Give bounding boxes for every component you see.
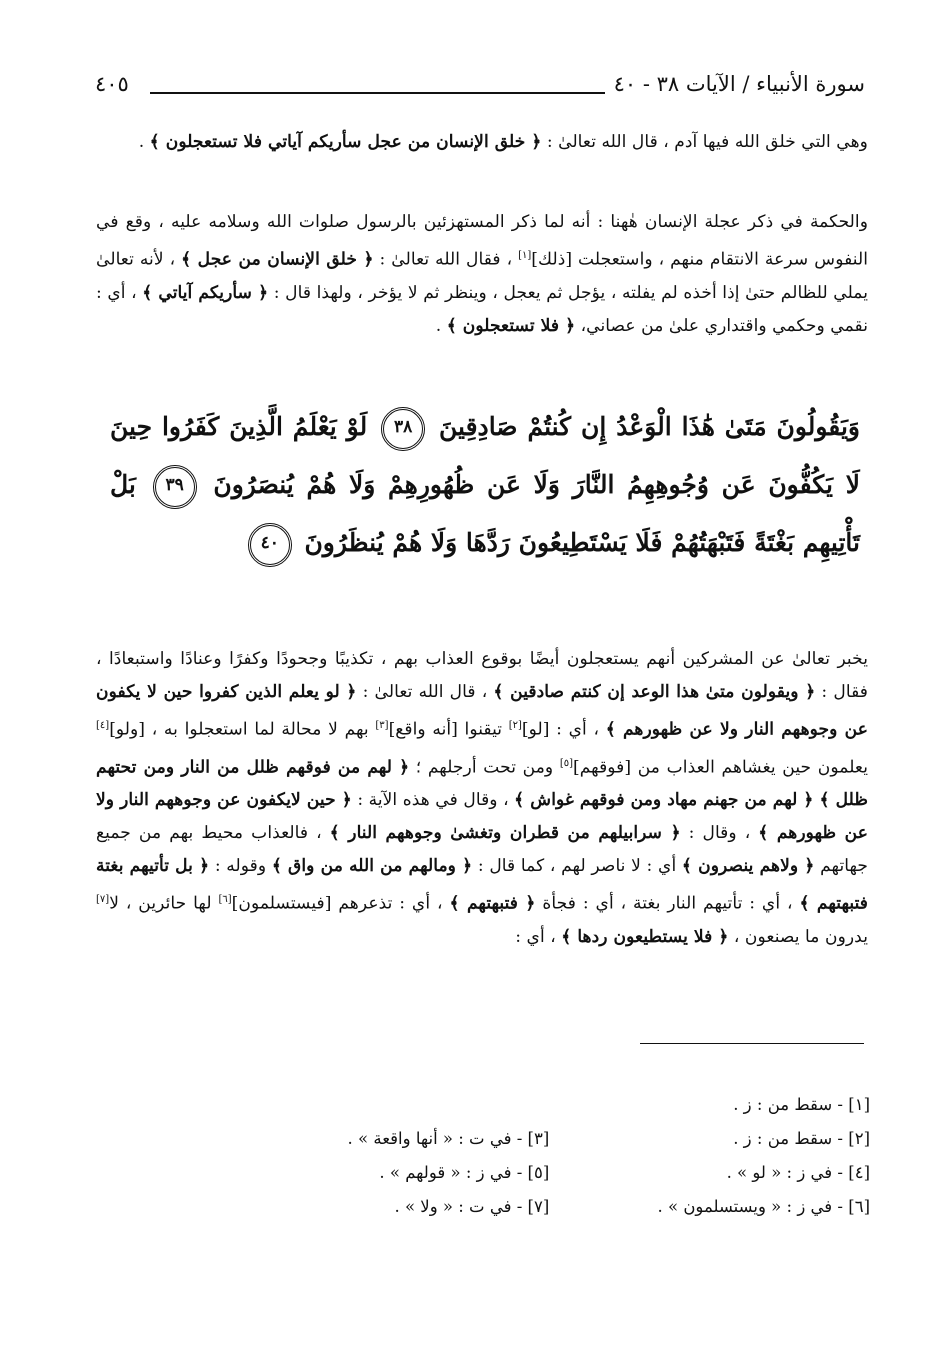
text-run: ، أي : — [515, 927, 562, 948]
text-run: ، وقال في هذه الآية : — [351, 790, 515, 811]
text-run: ، أي : تأتيهم النار بغتة ، أي : فجأة — [535, 894, 800, 915]
quran-citation: ﴿ حين لايكفون عن وجوههم النار ولا عن ظهورهم ﴾ — [96, 790, 868, 844]
paragraph-commentary — [96, 643, 868, 954]
footnote-row — [180, 1156, 870, 1190]
page-header — [95, 72, 865, 106]
quran-citation: ﴿ بل تأتيهم بغتة فتبهتهم ﴾ — [96, 856, 868, 915]
text-run: ، فقال الله تعالىٰ : — [373, 249, 519, 270]
quran-citation: ﴿ فلا تستعجلون ﴾ — [446, 315, 576, 336]
footnote-ref[interactable]: [٦] — [218, 894, 232, 906]
quran-citation: ﴿ سأريكم آياتي ﴾ — [142, 282, 269, 303]
header-rule — [150, 92, 605, 94]
text-run: ، قال الله تعالىٰ : — [356, 682, 494, 702]
footnote-ref[interactable]: [٧] — [96, 894, 110, 906]
text-run: والحكمة في ذكر عجلة الإنسان هٰهنا : أنه لما ذكر المستهزئين بالرسول صلوات الله وسلامه عليه ، وقع في النفوس سرعة الانتقام منهم ، واستعجلت [ذلك] — [96, 212, 868, 270]
text-run: ، فالعذاب محيط بهم من جميع جهاتهم — [96, 823, 869, 877]
text-run: وقوله : — [209, 856, 272, 877]
footnote-ref[interactable]: [٥] — [559, 757, 574, 769]
verse-number-marker: ٣٩ — [153, 465, 197, 509]
verse-39-text: لَوْ يَعْلَمُ الَّذِينَ كَفَرُوا حِينَ لَا يَكُفُّونَ عَن وُجُوهِهِمُ النَّارَ وَلَا عَن ظُهُورِهِمْ وَلَا هُمْ يُنصَرُونَ — [110, 412, 860, 499]
running-title: سورة الأنبياء / الآيات ٣٨ - ٤٠ — [613, 72, 865, 96]
quran-citation: ﴿ فتبهتهم ﴾ — [449, 894, 536, 915]
text-run: ، وقال : — [680, 823, 759, 844]
text-run: يخبر تعالىٰ عن المشركين أنهم يستعجلون أيضًا بوقوع العذاب بهم ، تكذيبًا وجحودًا وكفرًا وعنادًا واستبعادًا ، فقال : — [96, 649, 868, 702]
quran-citation: ﴿ ومالهم من الله من واق ﴾ — [271, 856, 473, 877]
text-run: بهم لا محالة لما استعجلوا به ، [ولو] — [109, 719, 376, 740]
text-run: أي : لا ناصر لهم ، كما قال : — [472, 856, 682, 877]
footnote-row — [180, 1088, 870, 1122]
footnotes — [180, 1088, 870, 1224]
verse-number-marker: ٤٠ — [248, 523, 292, 567]
footnote-ref[interactable]: [٤] — [96, 720, 110, 731]
text-run: ، أي : تذعرهم [فيستسلمون] — [231, 894, 450, 915]
footnote: [٦] - في ز : « ويستسلمون » . — [657, 1197, 870, 1216]
text-run: ومن تحت أرجلهم ؛ — [409, 757, 560, 778]
footnote-row — [180, 1190, 870, 1224]
quran-citation: ﴿ فلا يستطيعون ردها ﴾ — [561, 927, 729, 948]
text-run: يدرون ما يصنعون ، — [728, 927, 868, 948]
text-run: ، أي : نقمي وحكمي واقتداري علىٰ من عصاني، — [96, 282, 868, 336]
footnote: [٣] - في ت : « أنها واقعة » . — [347, 1129, 550, 1148]
quran-citation: ﴿ لو يعلم الذين كفروا حين لا يكفون عن وجوههم النار ولا عن ظهورهم ﴾ — [96, 682, 868, 740]
verse-38-text: وَيَقُولُونَ مَتَىٰ هَٰذَا الْوَعْدُ إِن كُنتُمْ صَادِقِينَ — [439, 412, 860, 441]
text-run: تيقنوا [أنه واقع] — [388, 719, 509, 740]
text-run: لها حائرين ، لا — [109, 894, 219, 915]
text-run: يعلمون حين يغشاهم العذاب من [فوقهم] — [573, 757, 869, 778]
footnote: [٥] - في ز : « قولهم » . — [379, 1163, 550, 1182]
text-run: . — [138, 132, 150, 152]
footnote — [180, 1088, 549, 1122]
footnote: [٤] - في ز : « لو » . — [726, 1163, 870, 1182]
quran-citation: ﴿ خلق الإنسان من عجل سأريكم آياتي فلا تستعجلون ﴾ — [149, 132, 542, 152]
paragraph-1 — [96, 126, 868, 159]
footnote-separator — [640, 1043, 864, 1044]
text-run: ، أي : [لو] — [521, 719, 606, 740]
verse-40-text: بَلْ تَأْتِيهِم بَغْتَةً فَتَبْهَتُهُمْ فَلَا يَسْتَطِيعُونَ رَدَّهَا وَلَا هُمْ يُنظَرُونَ — [110, 470, 860, 557]
footnote-ref[interactable]: [٣] — [375, 720, 389, 731]
footnote-ref[interactable]: [١] — [518, 250, 532, 261]
quran-citation: ﴿ لهم من فوقهم ظلل من النار ومن تحتهم ظلل ﴾ ﴿ لهم من جهنم مهاد ومن فوقهم غواش ﴾ — [96, 757, 868, 811]
quran-citation: ﴿ خلق الإنسان من عجل ﴾ — [181, 249, 374, 270]
footnote: [١] - سقط من : ز . — [733, 1095, 870, 1114]
text-run: ، لأنه تعالىٰ يملي للظالم حتىٰ إذا أخذه لم يفلته ، يؤجل ثم يعجل ، وينظر ثم لا يؤخر ، ولهذا قال : — [96, 249, 868, 303]
footnote-row — [180, 1122, 870, 1156]
quran-citation: ﴿ ويقولون متىٰ هذا الوعد إن كنتم صادقين ﴾ — [493, 682, 816, 702]
paragraph-2 — [96, 206, 868, 343]
verse-number-marker: ٣٨ — [381, 407, 425, 451]
text-run: وهي التي خلق الله فيها آدم ، قال الله تعالىٰ : — [541, 132, 868, 152]
footnote-ref[interactable]: [٢] — [508, 720, 522, 731]
quran-citation: ﴿ ولاهم ينصرون ﴾ — [681, 856, 815, 877]
text-run: . — [435, 315, 447, 336]
footnote: [٢] - سقط من : ز . — [733, 1129, 870, 1148]
page-number: ٤٠٥ — [95, 72, 129, 96]
footnote: [٧] - في ت : « ولا » . — [394, 1197, 550, 1216]
quran-citation: ﴿ سرابيلهم من قطران وتغشىٰ وجوههم النار ﴾ — [329, 823, 681, 844]
quran-verses-block — [110, 398, 860, 572]
